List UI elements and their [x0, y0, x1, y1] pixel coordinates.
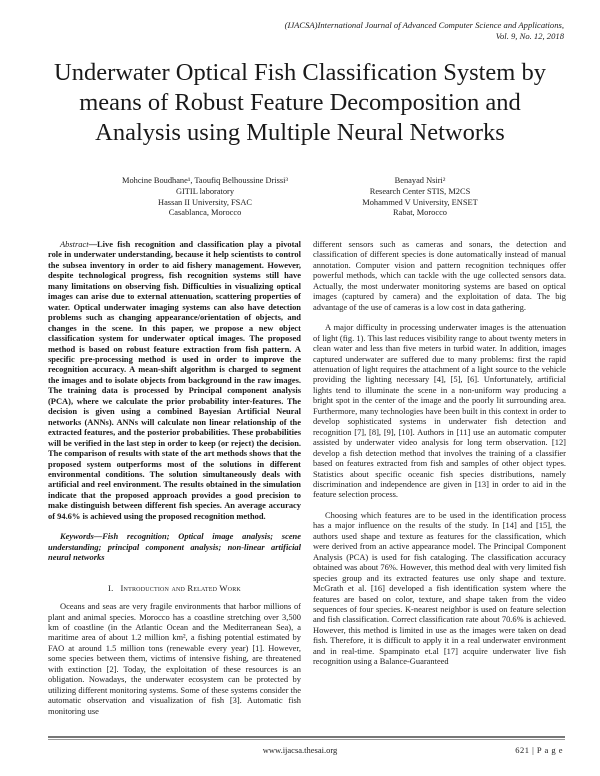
- affiliation-line: Rabat, Morocco: [393, 208, 447, 218]
- abstract-label: Abstract: [60, 239, 89, 249]
- journal-name: (IJACSA)International Journal of Advanced Computer Science and Applications,: [284, 20, 564, 30]
- abstract-text: —Live fish recognition and classification play a pivotal role in underwater understanding, because it help scientists to control the subsea inventory in order to aid fishery management. However, despite technological progress, fish recognition systems still have many limitations on observing fish. Difficulties in visualizing optical images can arise due to external attenuation, scattering properties of water. Optical underwater imaging systems can also have detection problems such as changing appearance/orientation of objects, and changes in the scene. In this paper, we propose a new object classification system for underwater optical images. The proposed method is based on robust feature extraction from fish pattern. A specific pre-processing method is used in order to improve the recognition accuracy. A mean-shift algorithm is charged to segment the images and to isolate objects from background in the raw images. The training data is processed by Principal component analysis (PCA), where we calculate the prior probability inter-features. The decision is given using a combined Bayesian Artificial Neural networks (ANNs). ANNs will calculate non linear relationship of the extracted features, and the posterior probabilities. These probabilities will be verified in the last step in order to keep (or reject) the decision. The comparison of results with state of the art methods shows that the proposed system outperforms most of the solutions in different environmental conditions. The solution simultaneously deals with artificial and reel environment. The results obtained in the simulation indicate that the proposed approach provides a good precision to make distinguish between different fish species. An average accuracy of 94.6% is achieved using the proposed recognition method.: [48, 239, 301, 521]
- abstract: [48, 239, 301, 521]
- keywords: [48, 531, 301, 562]
- journal-volume: Vol. 9, No. 12, 2018: [495, 30, 564, 41]
- author-names: Benayad Nsiri²: [394, 176, 446, 185]
- body-paragraph: Oceans and seas are very fragile environments that harbor millions of plant and animal species. Morocco has a coastline stretching over 3,500 km of coastline (in the Atlantic Ocean and the Mediterranean Sea), a maritime area of about 1.2 million km², a fishing potential estimated by FAO at around 1.5 million tons (renewable every year) [1]. However, some species between them, victims of intensive fishing, are threatened with extinction [2]. Today, the exploitation of these resources is an obligation. Nowadays, the underwater ecosystem can be protected by utilizing different monitoring systems. Some of these systems consider the automatic observation and visualization of fish [3]. Automatic fish monitoring use: [48, 601, 301, 716]
- section-title: Introduction and Related Work: [120, 582, 241, 593]
- title-line: Analysis using Multiple Neural Networks: [95, 119, 505, 146]
- affiliation-line: Research Center STIS, M2CS: [369, 186, 471, 196]
- right-column: [313, 239, 566, 667]
- section-heading: [48, 583, 301, 593]
- affiliation-line: Casablanca, Morocco: [168, 208, 242, 218]
- title-line: Underwater Optical Fish Classification System by: [54, 59, 546, 86]
- affiliation-line: GITIL laboratory: [175, 186, 235, 196]
- section-number: I.: [108, 582, 114, 593]
- body-paragraph: A major difficulty in processing underwater images is the attenuation of light (fig. 1). This last reduces visibility range to about twenty meters in clean water and less than five meters in turbid water. In addition, images captured underwater are suffered due to many problems: first the rapid attenuation of light requires the attachment of a light source to the vehicle providing the lighting necessary [4], [5], [6]. Unfortunately, artificial lights tend to illuminate the scene in a non-uniform way producing a bright spot in the center of the image and the poorly lit surrounding area. Furthermore, many technologies have been built in this context in order to develop sophisticated systems in underwater fish detection and recognition [7], [8], [9], [10]. Authors in [11] use an automatic computer assisted by underwater video analysis for long term observation. [12] develop a fish detection method that involves the training of a classifier based on features extracted from fish and samples of other object types. Statistics about specific oceanic fish species distributions, namely discrimination and independence are given in [13] in order to aid in the feature selection process.: [313, 322, 566, 500]
- left-column: [48, 239, 301, 716]
- author-block-1: [80, 176, 330, 219]
- affiliation-line: Hassan II University, FSAC: [158, 197, 252, 207]
- keywords-label: Keywords: [60, 531, 94, 542]
- footer-url[interactable]: www.ijacsa.thesai.org: [262, 745, 338, 755]
- title-line: means of Robust Feature Decomposition and: [79, 89, 521, 116]
- paper-title: [30, 58, 570, 148]
- body-paragraph: Choosing which features are to be used in the identification process has a major influence on the results of the study. In [14] and [15], the authors used shape and texture as features for the classification, which were derived from an active appearance model. The Principal Component Analysis (PCA) is used for fish cataloging. The classification accuracy obtained was about 76%. However, this method deal with very limited fish species group and its extracted features use only shape and texture. McGrath et al. [16] developed a fish identification system where the features are based on color, texture, and shape taken from the video sequences of four species. K-nearest neighbor is used on feature selection and fish classification. Correct classification rate about 70.6% is achieved. However, this method is limited in use as the images were taken on dead fish. Therefore, it is difficult to apply it in a real underwater environment and in real-time. Spampinato et.al [17] acquire underwater live fish recognition using a Balance-Guaranteed: [313, 509, 566, 667]
- running-header: [285, 20, 564, 41]
- page-number: 621 | P a g e: [515, 745, 563, 755]
- author-names: Mohcine Boudhane¹, Taoufiq Belhoussine Drissi³: [122, 176, 288, 185]
- affiliation-line: Mohammed V University, ENSET: [362, 197, 478, 207]
- body-paragraph: different sensors such as cameras and sonars, the detection and classification of different species is done automatically instead of manual annotation. Computer vision and pattern recognition techniques offer powerful methods, which can tackle with the uge collected sensors data. Actually, the most underwater monitoring systems are based on optical images (captured by camera) and the exploitation of data. The big advantage of the use of cameras is a low cost in data gathering.: [313, 239, 566, 312]
- footer-divider: [48, 736, 565, 740]
- keywords-text: —Fish recognition; Optical image analysis; scene understanding; principal component analysis; non-linear artificial neural networks: [48, 531, 301, 563]
- author-block-2: [300, 176, 540, 219]
